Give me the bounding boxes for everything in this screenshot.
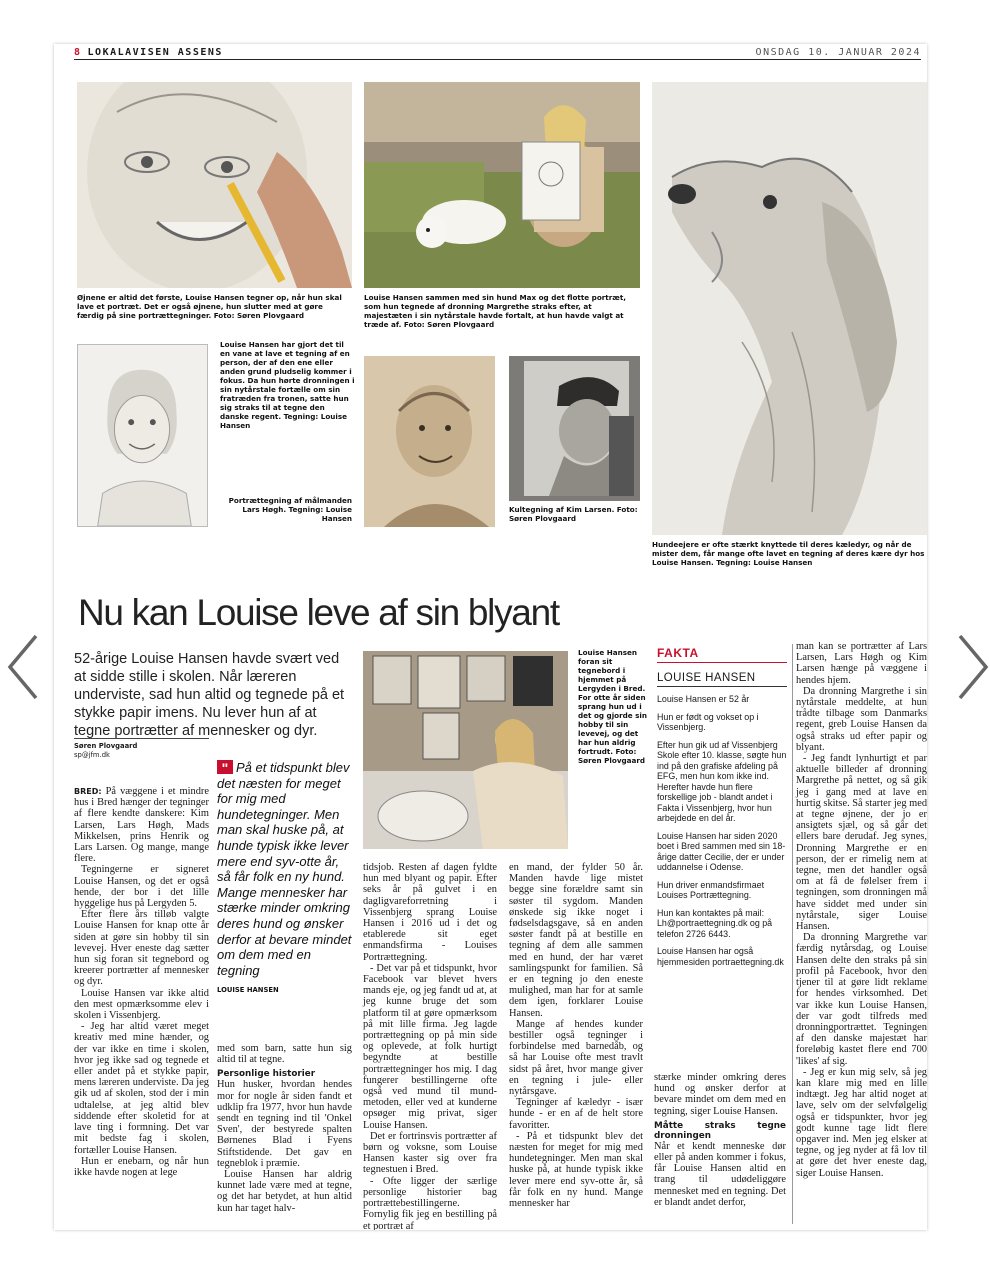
paragraph: Tegninger af kæledyr - især hunde - er en af de helt store favoritter.	[509, 1097, 643, 1131]
article-column-2	[217, 1043, 352, 1214]
photo-kim-larsen-drawing	[509, 356, 640, 501]
quote-mark-icon: "	[217, 760, 233, 774]
article-column-1	[74, 786, 209, 1178]
caption-queen-drawing: Louise Hansen har gjort det til en vane at lave et tegning af en person, der af den ene eller anden grund pludselig kommer i fokus. Da hun hørte dronningen i sin nytårstale fortælle om sin fratræden fra tronen, satte hun sig straks til at tegne den danske regent. Tegning: Louise Hansen	[220, 340, 355, 430]
paragraph: Louise Hansen har aldrig kunnet lade være med at tegne, og det har betydet, at hun altid kun har taget halv-	[217, 1169, 352, 1214]
issue-date: ONSDAG 10. JANUAR 2024	[755, 47, 921, 58]
newspaper-page	[54, 44, 927, 1230]
fakta-item: Efter hun gik ud af Vissenbjerg Skole efter 10. klasse, søgte hun ind på den grafiske afdeling på EFG, men hun kom ikke ind. Herefter havde hun flere forskellige job - blandt andet i Fakta i Vissenbjerg, hvor hun arbejdede en del år.	[657, 739, 787, 823]
subheading: Personlige historier	[217, 1069, 316, 1080]
paragraph: Efter flere års tilløb valgte Louise Hansen for knap otte år siden at gøre sin hobby til sin levevej. Hver eneste dag sætter hun sig foran sit tegnebord og kreerer portrætter af mennesker og dyr.	[74, 909, 209, 988]
paragraph: Da dronning Margrethe i sin nytårstale meddelte, at hun trådte tilbage som Danmarks regent, greb Louise Hansen da også straks ud efter papir og blyant.	[796, 685, 927, 753]
paragraph: Da dronning Margrethe var færdig nytårsdag, og Louise Hansen delte den straks på sin profil på Facebook, hvor den tjener til at gøre lidt reklame for hendes virksomhed. Det var ikke kun Louise Hansen, der var godt tilfreds med dronningportrættet. Tegningen af den danske majestæt har foreløbig kastet flere end 700 'likes' af sig.	[796, 932, 927, 1067]
fakta-name: LOUISE HANSEN	[657, 673, 787, 688]
photo-queen-drawing	[77, 344, 208, 527]
paragraph: med som barn, satte hun sig altid til at tegne.	[217, 1043, 352, 1066]
fakta-item: Hun er født og vokset op i Vissenbjerg.	[657, 711, 759, 732]
paragraph: - Ofte ligger der særlige personlige historier bag portrættebestillingerne. Fornylig fik jeg en bestilling på et portræt af	[363, 1175, 497, 1230]
article-column-4	[509, 862, 643, 1209]
caption-hand-drawing: Øjnene er altid det første, Louise Hansen tegner op, når hun skal lave et portræt. Det er også øjnene, hun slutter med at gøre færdig på sine portrættegninger. Foto: Søren Plovgaard	[77, 293, 342, 320]
paragraph: stærke minder omkring deres hund og ønsker derfor at bevare mindet om dem med en tegning, siger Louise Hansen.	[654, 1072, 786, 1117]
paragraph: Tegningerne er signeret Louise Hansen, og det er også hende, der bor i det lille hyggelige hus på Lergyden 5.	[74, 864, 209, 910]
pull-quote-text: På et tidspunkt blev det næsten for meget for mig med hundetegninger. Men man skal huske på, at hunde typisk ikke lever mere end syv-otte år, så får folk en ny hund. Mange mennesker har stærke minder omkring deres hund og ønsker derfor at bevare mindet om dem med en tegning	[217, 760, 352, 978]
paragraph: tidsjob. Resten af dagen fyldte hun med blyant og papir. Efter seks år på gulvet i en dagligvareforretning i Vissenbjerg sprang Louise Hansen i 2016 ud i det og etablerede sit eget enmandsfirma - Louises Portrættegning.	[363, 862, 497, 963]
article-column-3	[363, 862, 497, 1230]
caption-lars-hogh: Portrættegning af målmanden Lars Høgh. Tegning: Louise Hansen	[228, 496, 352, 523]
fakta-item: Louise Hansen er 52 år	[657, 694, 750, 704]
lead-paragraph: 52-årige Louise Hansen havde svært ved at sidde stille i skolen. Når læreren underviste, sad hun altid og tegnede på et stykke papir imens. Nu lever hun af at tegne portrætter af mennesker og dyr.	[74, 651, 345, 739]
paragraph: Mange af hendes kunder bestiller også tegninger i forbindelse med barnedåb, og så har Louise ofte mest travlt sidst på året, hvor mange giver en tegning i jule- eller nytårsgave.	[509, 1018, 643, 1098]
subheading: Måtte straks tegne dronningen	[654, 1120, 786, 1141]
paragraph: Hun er enebarn, og når hun ikke havde nogen at lege	[74, 1155, 209, 1178]
caption-woman-at-desk: Louise Hansen foran sit tegnebord i hjemmet på Lergyden i Bred. For otte år siden sprang hun ud i det og gjorde sin hobby til sin levevej, og det har hun aldrig fortrudt. Foto: Søren Plovgaard	[578, 648, 648, 765]
photo-woman-with-dog	[364, 82, 640, 288]
caption-woman-with-dog: Louise Hansen sammen med sin hund Max og det flotte portræt, som hun tegnede af dronning Margrethe straks efter, at majestæten i sin nytårstale havde fortalt, at hun havde valgt at træde af. Foto: Søren Plovgaard	[364, 293, 626, 329]
photo-hand-drawing	[77, 82, 352, 288]
paragraph: På væggene i et mindre hus i Bred hænger der tegninger af flere kendte danskere: Kim Larsen, Lars Høgh, Mads Mikkelsen, prins Henrik og Lars Larsen. Og mange, mange flere.	[74, 786, 209, 865]
byline-email: sp@jfm.dk	[74, 751, 110, 759]
paragraph: - På et tidspunkt blev det næsten for meget for mig med hundetegninger. Men man skal huske på, at hunde typisk ikke lever mere end syv-otte år, så får folk en ny hund. Mange mennesker har	[509, 1130, 643, 1210]
paragraph: Louise Hansen var ikke altid den mest opmærksomme elev i skolen i Vissenbjerg.	[74, 987, 209, 1022]
paragraph: Hun husker, hvordan hendes mor for nogle år siden fandt et udklip fra 1977, hvor hun havde sendt en tegning ind til 'Onkel Sven', der bestyrede spalten Børnenes Blad i Fyens Stiftstidende. Det gav en tegneblok i præmie.	[217, 1079, 352, 1169]
pull-quote-source: LOUISE HANSEN	[217, 986, 279, 995]
caption-kim-larsen: Kultegning af Kim Larsen. Foto: Søren Plovgaard	[509, 505, 638, 523]
chevron-left-icon	[4, 632, 44, 702]
paragraph: - Jeg er kun mig selv, så jeg kan klare mig med en lille indtægt. Jeg har altid noget at lave, selv om der selvfølgelig også er tidspunkter, hvor jeg godt kunne tage lidt flere opgaver ind. Men jeg elsker at tegne, og jeg nyder at få lov til at gøre det hver eneste dag, siger Louise Hansen.	[796, 1066, 927, 1179]
fakta-item: Hun driver enmandsfirmaet Louises Portrættegning.	[657, 879, 765, 900]
pull-quote	[217, 760, 352, 995]
article-column-5	[654, 1072, 786, 1208]
paragraph: - Jeg har altid været meget kreativ med mine hænder, og der var ikke en time i skolen, hvor jeg ikke sad og tegnede et eller andet på et stykke papir, mens læreren underviste. Da jeg gik ud af skolen, stod der i min udtalelse, at jeg altid blev siddende efter skoletid for at lave ting i formning. Det var mit bedste fag i skolen, fortæller Louise Hansen.	[74, 1021, 209, 1156]
page-number: 8	[74, 47, 82, 58]
dateline: BRED:	[74, 787, 102, 796]
fakta-item: Hun kan kontaktes på mail: Lh@portraettegning.dk og på telefon 2726 6443.	[657, 907, 773, 939]
publication-name: LOKALAVISEN ASSENS	[87, 47, 223, 58]
paragraph: Når et kendt menneske dør eller på anden kommer i fokus, får Louise Hansen altid en trang til udødeliggøre mennesket med en tegning. Det er blandt andet derfor,	[654, 1140, 786, 1208]
page-header	[74, 46, 921, 60]
fakta-item: Louise Hansen har også hjemmesiden portraettegning.dk	[657, 946, 784, 967]
paragraph: - Jeg fandt lynhurtigt et par aktuelle billeder af dronning Margrethe på nettet, og så gik jeg i gang med at lave en hurtig skitse. Så starter jeg med at tegne øjnene, der jo er ansigtets sjæl, og så går det ellers bare derudaf. Jeg synes, Dronning Margrethe er en person, der er rimelig nem at tegne, men det handler også om at få de følelser frem i tegningen, som dronningen må have siddet med under sin nytårstale, siger Louise Hansen.	[796, 753, 927, 933]
prev-page-button[interactable]	[4, 632, 44, 702]
byline	[74, 738, 209, 760]
photo-woman-at-desk	[363, 651, 568, 849]
fakta-title: FAKTA	[657, 648, 787, 663]
paragraph: - Det var på et tidspunkt, hvor Facebook var blevet hvers mands eje, og jeg fandt ud at, at jeg kunne bruge det som platform til at gøre opmærksom på mit lille firma. Jeg lagde portrættegning op på min side og oplevede, at folk hurtigt begyndte at bestille portrættegninger hos mig. I dag fungerer bestillingerne ofte også ved mund til mund-metoden, eller ved at kunderne opsøger mig privat, siger Louise Hansen.	[363, 962, 497, 1131]
fakta-box	[657, 648, 787, 967]
next-page-button[interactable]	[952, 632, 990, 702]
column-divider	[792, 644, 793, 1224]
byline-name: Søren Plovgaard	[74, 742, 138, 750]
photo-dog-drawing	[652, 82, 927, 535]
paragraph: en mand, der fylder 50 år. Manden havde lige mistet begge sine forældre samt sin søster til sygdom. Manden ønskede sig ikke noget i fødselsdagsgave, så en anden søster fandt på at bestille en tegning af dem alle sammen med en hund, der har været samlingspunkt for familien. Så er en tegning jo den eneste mulighed, man har for at samle dem igen, forklarer Louise Hansen.	[509, 862, 643, 1019]
caption-dog-drawing: Hundeejere er ofte stærkt knyttede til deres kæledyr, og når de mister dem, får mange ofte lavet en tegning af deres kære dyr hos Louise Hansen. Tegning: Louise Hansen	[652, 540, 925, 567]
paragraph: man kan se portrætter af Lars Larsen, Lars Høgh og Kim Larsen hænge på væggene i hendes hjem.	[796, 641, 927, 686]
paragraph: Det er fortrinsvis portrætter af børn og voksne, som Louise Hansen kaster sig over fra tegnestuen i Bred.	[363, 1130, 497, 1176]
headline: Nu kan Louise leve af sin blyant	[78, 592, 559, 633]
photo-lars-hogh-drawing	[364, 356, 495, 527]
chevron-right-icon	[952, 632, 990, 702]
fakta-item: Louise Hansen har siden 2020 boet i Bred sammen med sin 18-årige datter Cecilie, der er under uddannelse i Odense.	[657, 830, 786, 872]
article-column-6	[796, 641, 927, 1179]
